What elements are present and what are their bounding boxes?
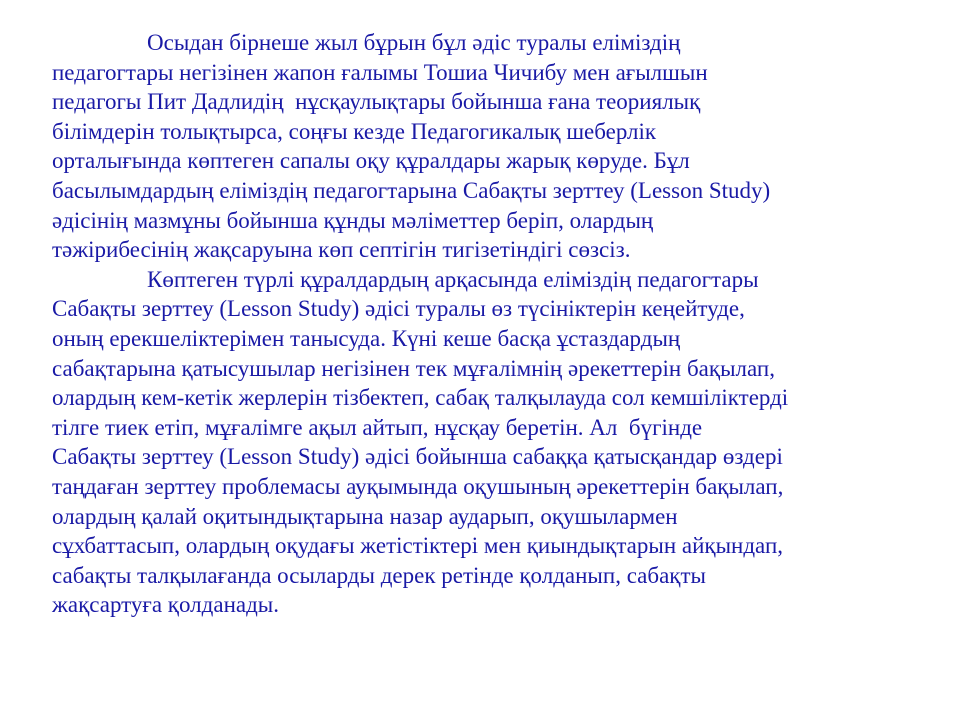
paragraph-line: әдісінің мазмұны бойынша құнды мәліметтер беріп, олардың xyxy=(52,207,654,233)
paragraph-line: педагогтары негізінен жапон ғалымы Тошиа Чичибу мен ағылшын xyxy=(52,59,708,85)
paragraph-line: сабақтарына қатысушылар негізінен тек мұғалімнің әрекеттерін бақылап, xyxy=(52,355,775,381)
paragraph-line: оның ерекшеліктерімен танысуда. Күні кеше басқа ұстаздардың xyxy=(52,325,681,351)
paragraph-1 xyxy=(52,28,932,265)
paragraph-line: тәжірибесінің жақсаруына көп септігін тигізетіндігі сөзсіз. xyxy=(52,237,631,263)
paragraph-line: Осыдан бірнеше жыл бұрын бұл әдіс туралы еліміздің xyxy=(147,30,681,55)
paragraph-line: таңдаған зерттеу проблемасы ауқымында оқушының әрекеттерін бақылап, xyxy=(52,473,784,499)
paragraph-line: сабақты талқылағанда осыларды дерек ретінде қолданып, сабақты xyxy=(52,562,706,588)
paragraph-line: олардың қалай оқитындықтарына назар аударып, оқушылармен xyxy=(52,503,678,529)
paragraph-line: орталығында көптеген сапалы оқу құралдары жарық көруде. Бұл xyxy=(52,148,690,174)
paragraph-line: тілге тиек етіп, мұғалімге ақыл айтып, нұсқау беретін. Ал бүгінде xyxy=(52,414,703,440)
paragraph-line: Сабақты зерттеу (Lesson Study) әдісі туралы өз түсініктерін кеңейтуде, xyxy=(52,296,745,322)
paragraph-line: білімдерін толықтырса, соңғы кезде Педагогикалық шеберлік xyxy=(52,118,657,144)
paragraph-line: Сабақты зерттеу (Lesson Study) әдісі бойынша сабаққа қатысқандар өздері xyxy=(52,444,783,470)
paragraph-line: жақсартуға қолданады. xyxy=(52,592,279,618)
paragraph-line: сұхбаттасып, олардың оқудағы жетістіктері мен қиындықтарын айқындап, xyxy=(52,533,784,559)
paragraph-2 xyxy=(52,265,932,620)
paragraph-line: басылымдардың еліміздің педагогтарына Сабақты зерттеу (Lesson Study) xyxy=(52,177,771,203)
paragraph-line: педагогы Пит Дадлидің нұсқаулықтары бойынша ғана теориялық xyxy=(52,89,701,115)
paragraph-line: олардың кем-кетік жерлерін тізбектеп, сабақ талқылауда сол кемшіліктерді xyxy=(52,385,789,411)
text-block xyxy=(52,28,932,620)
paragraph-line: Көптеген түрлі құралдардың арқасында еліміздің педагогтары xyxy=(147,266,759,292)
